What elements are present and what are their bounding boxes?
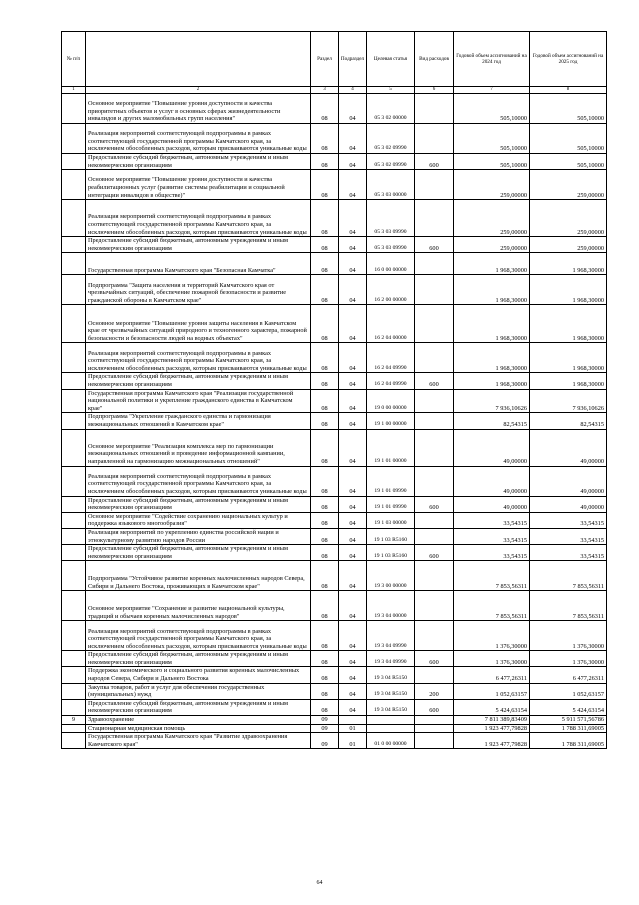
- row-target-article: 19 3 04 09990: [367, 621, 415, 651]
- row-name: Здравоохранение: [86, 716, 311, 725]
- row-expense-type: [415, 733, 454, 749]
- row-razdel: 09: [311, 733, 339, 749]
- row-name: Поддержка экономического и социального развития коренных малочисленных народов Севера, Сибири и Дальнего Востока: [86, 667, 311, 683]
- row-podrazdel: 04: [339, 413, 367, 429]
- row-name: Предоставление субсидий бюджетным, автономным учреждениям и иным некоммерческим организациям: [86, 154, 311, 170]
- row-amount-2024: 1 968,30000: [454, 373, 530, 389]
- row-expense-type: [415, 667, 454, 683]
- row-podrazdel: 01: [339, 724, 367, 733]
- table-row: [62, 699, 607, 715]
- row-amount-2025: 1 968,30000: [530, 373, 607, 389]
- row-amount-2025: 505,10000: [530, 94, 607, 124]
- row-target-article: 19 1 01 09990: [367, 496, 415, 512]
- row-number: [62, 305, 86, 343]
- row-name: Государственная программа Камчатского края "Безопасная Камчатка": [86, 253, 311, 275]
- row-razdel: 08: [311, 621, 339, 651]
- row-expense-type: [415, 528, 454, 544]
- row-target-article: 19 3 00 00000: [367, 561, 415, 591]
- row-number: [62, 512, 86, 528]
- header-razdel: Раздел: [311, 32, 339, 87]
- row-amount-2024: 1 376,30000: [454, 651, 530, 667]
- row-podrazdel: 04: [339, 528, 367, 544]
- row-amount-2025: 33,54315: [530, 528, 607, 544]
- row-target-article: 05 3 02 00000: [367, 94, 415, 124]
- row-expense-type: 600: [415, 154, 454, 170]
- row-amount-2024: 505,10000: [454, 154, 530, 170]
- column-number: 7: [454, 87, 530, 94]
- row-amount-2024: 1 923 477,79828: [454, 724, 530, 733]
- row-podrazdel: 04: [339, 343, 367, 373]
- row-amount-2024: 5 424,63154: [454, 699, 530, 715]
- row-amount-2024: 1 968,30000: [454, 253, 530, 275]
- row-number: [62, 373, 86, 389]
- row-expense-type: [415, 389, 454, 413]
- row-expense-type: [415, 275, 454, 305]
- row-number: [62, 429, 86, 466]
- row-amount-2025: 7 853,56311: [530, 591, 607, 621]
- row-target-article: 19 3 04 09990: [367, 651, 415, 667]
- row-podrazdel: 04: [339, 699, 367, 715]
- row-name: Основное мероприятие "Повышение уровня доступности и качества реабилитационных услуг (развитие системы реабилитации и социальной интеграции инвалидов в обществе)": [86, 170, 311, 200]
- page-number: 64: [316, 880, 323, 886]
- row-amount-2025: 1 376,30000: [530, 621, 607, 651]
- table-row: [62, 94, 607, 124]
- row-number: [62, 237, 86, 253]
- header-name: [86, 32, 311, 87]
- row-razdel: 08: [311, 170, 339, 200]
- row-amount-2025: 5 911 571,56786: [530, 716, 607, 725]
- table-row: [62, 389, 607, 413]
- row-razdel: 08: [311, 124, 339, 154]
- row-podrazdel: 01: [339, 733, 367, 749]
- row-amount-2025: 1 968,30000: [530, 305, 607, 343]
- row-name: Реализация мероприятий соответствующей подпрограммы в рамках соответствующей государственной программы Камчатского края, за исключением обособленных расходов, которым присваиваются уникальные коды: [86, 200, 311, 237]
- row-expense-type: [415, 429, 454, 466]
- row-razdel: 08: [311, 389, 339, 413]
- row-amount-2025: 1 052,63157: [530, 683, 607, 699]
- row-name: Закупка товаров, работ и услуг для обеспечения государственных (муниципальных) нужд: [86, 683, 311, 699]
- row-amount-2024: 7 936,10626: [454, 389, 530, 413]
- row-podrazdel: 04: [339, 253, 367, 275]
- row-number: [62, 496, 86, 512]
- row-podrazdel: 04: [339, 621, 367, 651]
- row-razdel: 08: [311, 200, 339, 237]
- row-amount-2025: 5 424,63154: [530, 699, 607, 715]
- row-name: Подпрограмма "Защита населения и территорий Камчатского края от чрезвычайных ситуаций, обеспечение пожарной безопасности и развитие гражданской обороны в Камчатском крае": [86, 275, 311, 305]
- row-target-article: 01 0 00 00000: [367, 733, 415, 749]
- row-expense-type: 200: [415, 683, 454, 699]
- row-podrazdel: 04: [339, 373, 367, 389]
- row-amount-2024: 1 923 477,79828: [454, 733, 530, 749]
- column-number: 6: [415, 87, 454, 94]
- header-target-article: Целевая статья: [367, 32, 415, 87]
- row-razdel: 08: [311, 429, 339, 466]
- row-name: Подпрограмма "Устойчивое развитие коренных малочисленных народов Севера, Сибири и Дальнего Востока, проживающих в Камчатском крае": [86, 561, 311, 591]
- row-expense-type: [415, 512, 454, 528]
- budget-table: [61, 31, 607, 749]
- table-row: [62, 429, 607, 466]
- table-row: [62, 667, 607, 683]
- header-2025: Годовой объем ассигнований на 2025 год: [530, 32, 607, 87]
- row-name: Реализация мероприятий по укреплению единства российской нации и этнокультурному развитию народов России: [86, 528, 311, 544]
- row-amount-2024: 7 853,56311: [454, 561, 530, 591]
- row-target-article: 16 2 04 09990: [367, 373, 415, 389]
- row-amount-2024: 259,00000: [454, 237, 530, 253]
- row-amount-2025: 259,00000: [530, 170, 607, 200]
- row-name: Стационарная медицинская помощь: [86, 724, 311, 733]
- row-number: [62, 651, 86, 667]
- table-row: [62, 733, 607, 749]
- row-name: Предоставление субсидий бюджетным, автономным учреждениям и иным некоммерческим организациям: [86, 651, 311, 667]
- row-expense-type: [415, 343, 454, 373]
- row-number: [62, 733, 86, 749]
- row-amount-2024: 7 853,56311: [454, 591, 530, 621]
- row-name: Основное мероприятие "Реализация комплекса мер по гармонизации межнациональных отношений и проведение информационной кампании, направленной на гармонизацию межнациональных отношений": [86, 429, 311, 466]
- row-expense-type: 600: [415, 237, 454, 253]
- row-amount-2025: 49,00000: [530, 429, 607, 466]
- table-body: [62, 94, 607, 749]
- row-podrazdel: 04: [339, 512, 367, 528]
- row-target-article: 05 3 03 09990: [367, 200, 415, 237]
- row-name: Государственная программа Камчатского края "Развитие здравоохранения Камчатского края": [86, 733, 311, 749]
- table-row: [62, 545, 607, 561]
- row-podrazdel: [339, 716, 367, 725]
- row-number: [62, 683, 86, 699]
- row-number: 9: [62, 716, 86, 725]
- row-target-article: 16 0 00 00000: [367, 253, 415, 275]
- table-row: [62, 651, 607, 667]
- row-podrazdel: 04: [339, 154, 367, 170]
- row-amount-2024: 49,00000: [454, 466, 530, 496]
- row-name: Реализация мероприятий соответствующей подпрограммы в рамках соответствующей государственной программы Камчатского края, за исключением обособленных расходов, которым присваиваются уникальные коды: [86, 621, 311, 651]
- row-expense-type: 600: [415, 699, 454, 715]
- row-expense-type: [415, 466, 454, 496]
- table-row: [62, 253, 607, 275]
- row-name: Основное мероприятие "Повышение уровня защиты населения в Камчатском крае от чрезвычайных ситуаций природного и техногенного характера, пожарной безопасности и безопасности людей на водных объектах": [86, 305, 311, 343]
- row-target-article: 19 3 04 R5150: [367, 683, 415, 699]
- row-razdel: 08: [311, 373, 339, 389]
- row-name: Реализация мероприятий соответствующей подпрограммы в рамках соответствующей государственной программы Камчатского края, за исключением обособленных расходов, которым присваиваются уникальные коды: [86, 466, 311, 496]
- row-podrazdel: 04: [339, 275, 367, 305]
- table-row: [62, 724, 607, 733]
- row-razdel: 08: [311, 154, 339, 170]
- row-target-article: 05 3 03 00000: [367, 170, 415, 200]
- header-expense-type: Вид расходов: [415, 32, 454, 87]
- row-amount-2025: 1 968,30000: [530, 253, 607, 275]
- row-podrazdel: 04: [339, 683, 367, 699]
- row-number: [62, 200, 86, 237]
- row-expense-type: [415, 621, 454, 651]
- row-expense-type: 600: [415, 373, 454, 389]
- row-podrazdel: 04: [339, 561, 367, 591]
- row-target-article: 19 3 04 00000: [367, 591, 415, 621]
- row-target-article: 16 2 00 00000: [367, 275, 415, 305]
- row-target-article: 19 0 00 00000: [367, 389, 415, 413]
- table-row: [62, 512, 607, 528]
- table-row: [62, 275, 607, 305]
- row-razdel: 08: [311, 512, 339, 528]
- row-name: Подпрограмма "Укрепление гражданского единства и гармонизация межнациональных отношений в Камчатском крае": [86, 413, 311, 429]
- row-razdel: 08: [311, 237, 339, 253]
- table-row: [62, 413, 607, 429]
- row-amount-2025: 1 376,30000: [530, 651, 607, 667]
- row-target-article: 05 3 02 09990: [367, 154, 415, 170]
- row-target-article: 19 1 03 00000: [367, 512, 415, 528]
- row-number: [62, 124, 86, 154]
- row-target-article: [367, 724, 415, 733]
- row-podrazdel: 04: [339, 389, 367, 413]
- row-amount-2025: 505,10000: [530, 124, 607, 154]
- row-target-article: 16 2 04 09990: [367, 343, 415, 373]
- table-row: [62, 124, 607, 154]
- row-amount-2025: 259,00000: [530, 237, 607, 253]
- row-amount-2025: 1 968,30000: [530, 275, 607, 305]
- row-amount-2024: 6 477,26311: [454, 667, 530, 683]
- row-podrazdel: 04: [339, 667, 367, 683]
- row-target-article: 19 3 04 R5150: [367, 699, 415, 715]
- row-amount-2024: 49,00000: [454, 496, 530, 512]
- row-number: [62, 724, 86, 733]
- row-expense-type: [415, 716, 454, 725]
- row-expense-type: [415, 124, 454, 154]
- row-number: [62, 545, 86, 561]
- header-podrazdel: Подраздел: [339, 32, 367, 87]
- row-expense-type: [415, 724, 454, 733]
- column-number: 4: [339, 87, 367, 94]
- row-amount-2024: 259,00000: [454, 170, 530, 200]
- row-amount-2025: 505,10000: [530, 154, 607, 170]
- row-razdel: 08: [311, 528, 339, 544]
- column-number: 2: [86, 87, 311, 94]
- row-number: [62, 389, 86, 413]
- row-target-article: 19 1 03 R5160: [367, 528, 415, 544]
- table-row: [62, 683, 607, 699]
- row-name: Предоставление субсидий бюджетным, автономным учреждениям и иным некоммерческим организациям: [86, 496, 311, 512]
- row-razdel: 08: [311, 561, 339, 591]
- row-razdel: 08: [311, 651, 339, 667]
- row-amount-2025: 6 477,26311: [530, 667, 607, 683]
- row-razdel: 08: [311, 667, 339, 683]
- row-amount-2025: 33,54315: [530, 512, 607, 528]
- row-expense-type: [415, 591, 454, 621]
- header-number: № п/п: [62, 32, 86, 87]
- row-number: [62, 170, 86, 200]
- row-amount-2024: 505,10000: [454, 124, 530, 154]
- row-podrazdel: 04: [339, 651, 367, 667]
- row-name: Реализация мероприятий соответствующей подпрограммы в рамках соответствующей государственной программы Камчатского края, за исключением обособленных расходов, которым присваиваются уникальные коды: [86, 124, 311, 154]
- row-podrazdel: 04: [339, 170, 367, 200]
- row-name: Предоставление субсидий бюджетным, автономным учреждениям и иным некоммерческим организациям: [86, 237, 311, 253]
- table-row: [62, 170, 607, 200]
- row-razdel: 08: [311, 496, 339, 512]
- row-expense-type: [415, 200, 454, 237]
- row-podrazdel: 04: [339, 591, 367, 621]
- row-expense-type: 600: [415, 496, 454, 512]
- row-amount-2024: 1 376,30000: [454, 621, 530, 651]
- row-podrazdel: 04: [339, 124, 367, 154]
- row-number: [62, 528, 86, 544]
- row-razdel: 08: [311, 699, 339, 715]
- row-name: Основное мероприятие "Содействие сохранению национальных культур и поддержка языкового многообразия": [86, 512, 311, 528]
- row-podrazdel: 04: [339, 200, 367, 237]
- row-razdel: 08: [311, 305, 339, 343]
- row-podrazdel: 04: [339, 496, 367, 512]
- row-amount-2025: 33,54315: [530, 545, 607, 561]
- table-row: [62, 561, 607, 591]
- row-amount-2025: 259,00000: [530, 200, 607, 237]
- table-row: [62, 621, 607, 651]
- row-number: [62, 667, 86, 683]
- row-amount-2025: 7 853,56311: [530, 561, 607, 591]
- row-amount-2024: 82,54315: [454, 413, 530, 429]
- table-row: [62, 343, 607, 373]
- column-number: 3: [311, 87, 339, 94]
- row-name: Предоставление субсидий бюджетным, автономным учреждениям и иным некоммерческим организациям: [86, 373, 311, 389]
- row-razdel: 08: [311, 683, 339, 699]
- row-number: [62, 561, 86, 591]
- row-razdel: 09: [311, 716, 339, 725]
- row-number: [62, 94, 86, 124]
- row-amount-2024: 1 968,30000: [454, 343, 530, 373]
- table-row: [62, 591, 607, 621]
- row-amount-2025: 82,54315: [530, 413, 607, 429]
- row-name: Государственная программа Камчатского края "Реализация государственной национальной политики и укрепление гражданского единства в Камчатском крае": [86, 389, 311, 413]
- row-podrazdel: 04: [339, 429, 367, 466]
- row-number: [62, 413, 86, 429]
- table-row: [62, 237, 607, 253]
- table-header-row: [62, 32, 607, 87]
- row-target-article: 16 2 04 00000: [367, 305, 415, 343]
- row-amount-2025: 7 936,10626: [530, 389, 607, 413]
- row-podrazdel: 04: [339, 305, 367, 343]
- row-expense-type: [415, 561, 454, 591]
- row-name: Предоставление субсидий бюджетным, автономным учреждениям и иным некоммерческим организациям: [86, 699, 311, 715]
- row-razdel: 09: [311, 724, 339, 733]
- row-name: Основное мероприятие "Сохранение и развитие национальной культуры, традиций и обычаев коренных малочисленных народов": [86, 591, 311, 621]
- row-expense-type: [415, 305, 454, 343]
- row-amount-2025: 1 788 311,69005: [530, 733, 607, 749]
- row-target-article: [367, 716, 415, 725]
- row-number: [62, 591, 86, 621]
- row-expense-type: 600: [415, 651, 454, 667]
- row-amount-2024: 1 968,30000: [454, 305, 530, 343]
- row-target-article: 05 3 02 09990: [367, 124, 415, 154]
- row-podrazdel: 04: [339, 466, 367, 496]
- header-2024: Годовой объем ассигнований на 2024 год: [454, 32, 530, 87]
- row-number: [62, 275, 86, 305]
- column-number-row: [62, 87, 607, 94]
- row-amount-2025: 49,00000: [530, 496, 607, 512]
- table-row: [62, 305, 607, 343]
- table-row: [62, 200, 607, 237]
- row-razdel: 08: [311, 343, 339, 373]
- row-target-article: 19 1 01 09990: [367, 466, 415, 496]
- column-number: 5: [367, 87, 415, 94]
- column-number: 8: [530, 87, 607, 94]
- row-amount-2024: 505,10000: [454, 94, 530, 124]
- row-target-article: 19 3 04 R5150: [367, 667, 415, 683]
- row-target-article: 19 1 03 R5160: [367, 545, 415, 561]
- row-number: [62, 154, 86, 170]
- row-expense-type: [415, 413, 454, 429]
- row-podrazdel: 04: [339, 94, 367, 124]
- row-razdel: 08: [311, 275, 339, 305]
- row-amount-2024: 1 052,63157: [454, 683, 530, 699]
- row-number: [62, 699, 86, 715]
- row-number: [62, 466, 86, 496]
- row-target-article: 05 3 03 09990: [367, 237, 415, 253]
- row-podrazdel: 04: [339, 545, 367, 561]
- table-row: [62, 528, 607, 544]
- row-target-article: 19 1 00 00000: [367, 413, 415, 429]
- table-row: [62, 496, 607, 512]
- row-expense-type: 600: [415, 545, 454, 561]
- row-expense-type: [415, 170, 454, 200]
- row-amount-2024: 33,54315: [454, 545, 530, 561]
- row-name: Предоставление субсидий бюджетным, автономным учреждениям и иным некоммерческим организациям: [86, 545, 311, 561]
- row-name: Основное мероприятие "Повышение уровня доступности и качества приоритетных объектов и услуг в основных сферах жизнедеятельности инвалидов и других маломобильных групп населения": [86, 94, 311, 124]
- row-target-article: 19 1 01 00000: [367, 429, 415, 466]
- row-amount-2024: 49,00000: [454, 429, 530, 466]
- row-amount-2024: 259,00000: [454, 200, 530, 237]
- row-amount-2025: 1 788 311,69005: [530, 724, 607, 733]
- row-expense-type: [415, 253, 454, 275]
- row-amount-2025: 49,00000: [530, 466, 607, 496]
- row-amount-2024: 33,54315: [454, 512, 530, 528]
- row-amount-2025: 1 968,30000: [530, 343, 607, 373]
- row-number: [62, 621, 86, 651]
- table-row: [62, 716, 607, 725]
- row-amount-2024: 33,54315: [454, 528, 530, 544]
- row-podrazdel: 04: [339, 237, 367, 253]
- row-razdel: 08: [311, 94, 339, 124]
- row-razdel: 08: [311, 591, 339, 621]
- table-row: [62, 466, 607, 496]
- row-amount-2024: 7 811 389,83409: [454, 716, 530, 725]
- column-number: 1: [62, 87, 86, 94]
- row-razdel: 08: [311, 466, 339, 496]
- table-row: [62, 154, 607, 170]
- row-number: [62, 253, 86, 275]
- row-razdel: 08: [311, 545, 339, 561]
- row-amount-2024: 1 968,30000: [454, 275, 530, 305]
- row-name: Реализация мероприятий соответствующей подпрограммы в рамках соответствующей государственной программы Камчатского края, за исключением обособленных расходов, которым присваиваются уникальные коды: [86, 343, 311, 373]
- row-razdel: 08: [311, 253, 339, 275]
- table-row: [62, 373, 607, 389]
- row-number: [62, 343, 86, 373]
- row-razdel: 08: [311, 413, 339, 429]
- row-expense-type: [415, 94, 454, 124]
